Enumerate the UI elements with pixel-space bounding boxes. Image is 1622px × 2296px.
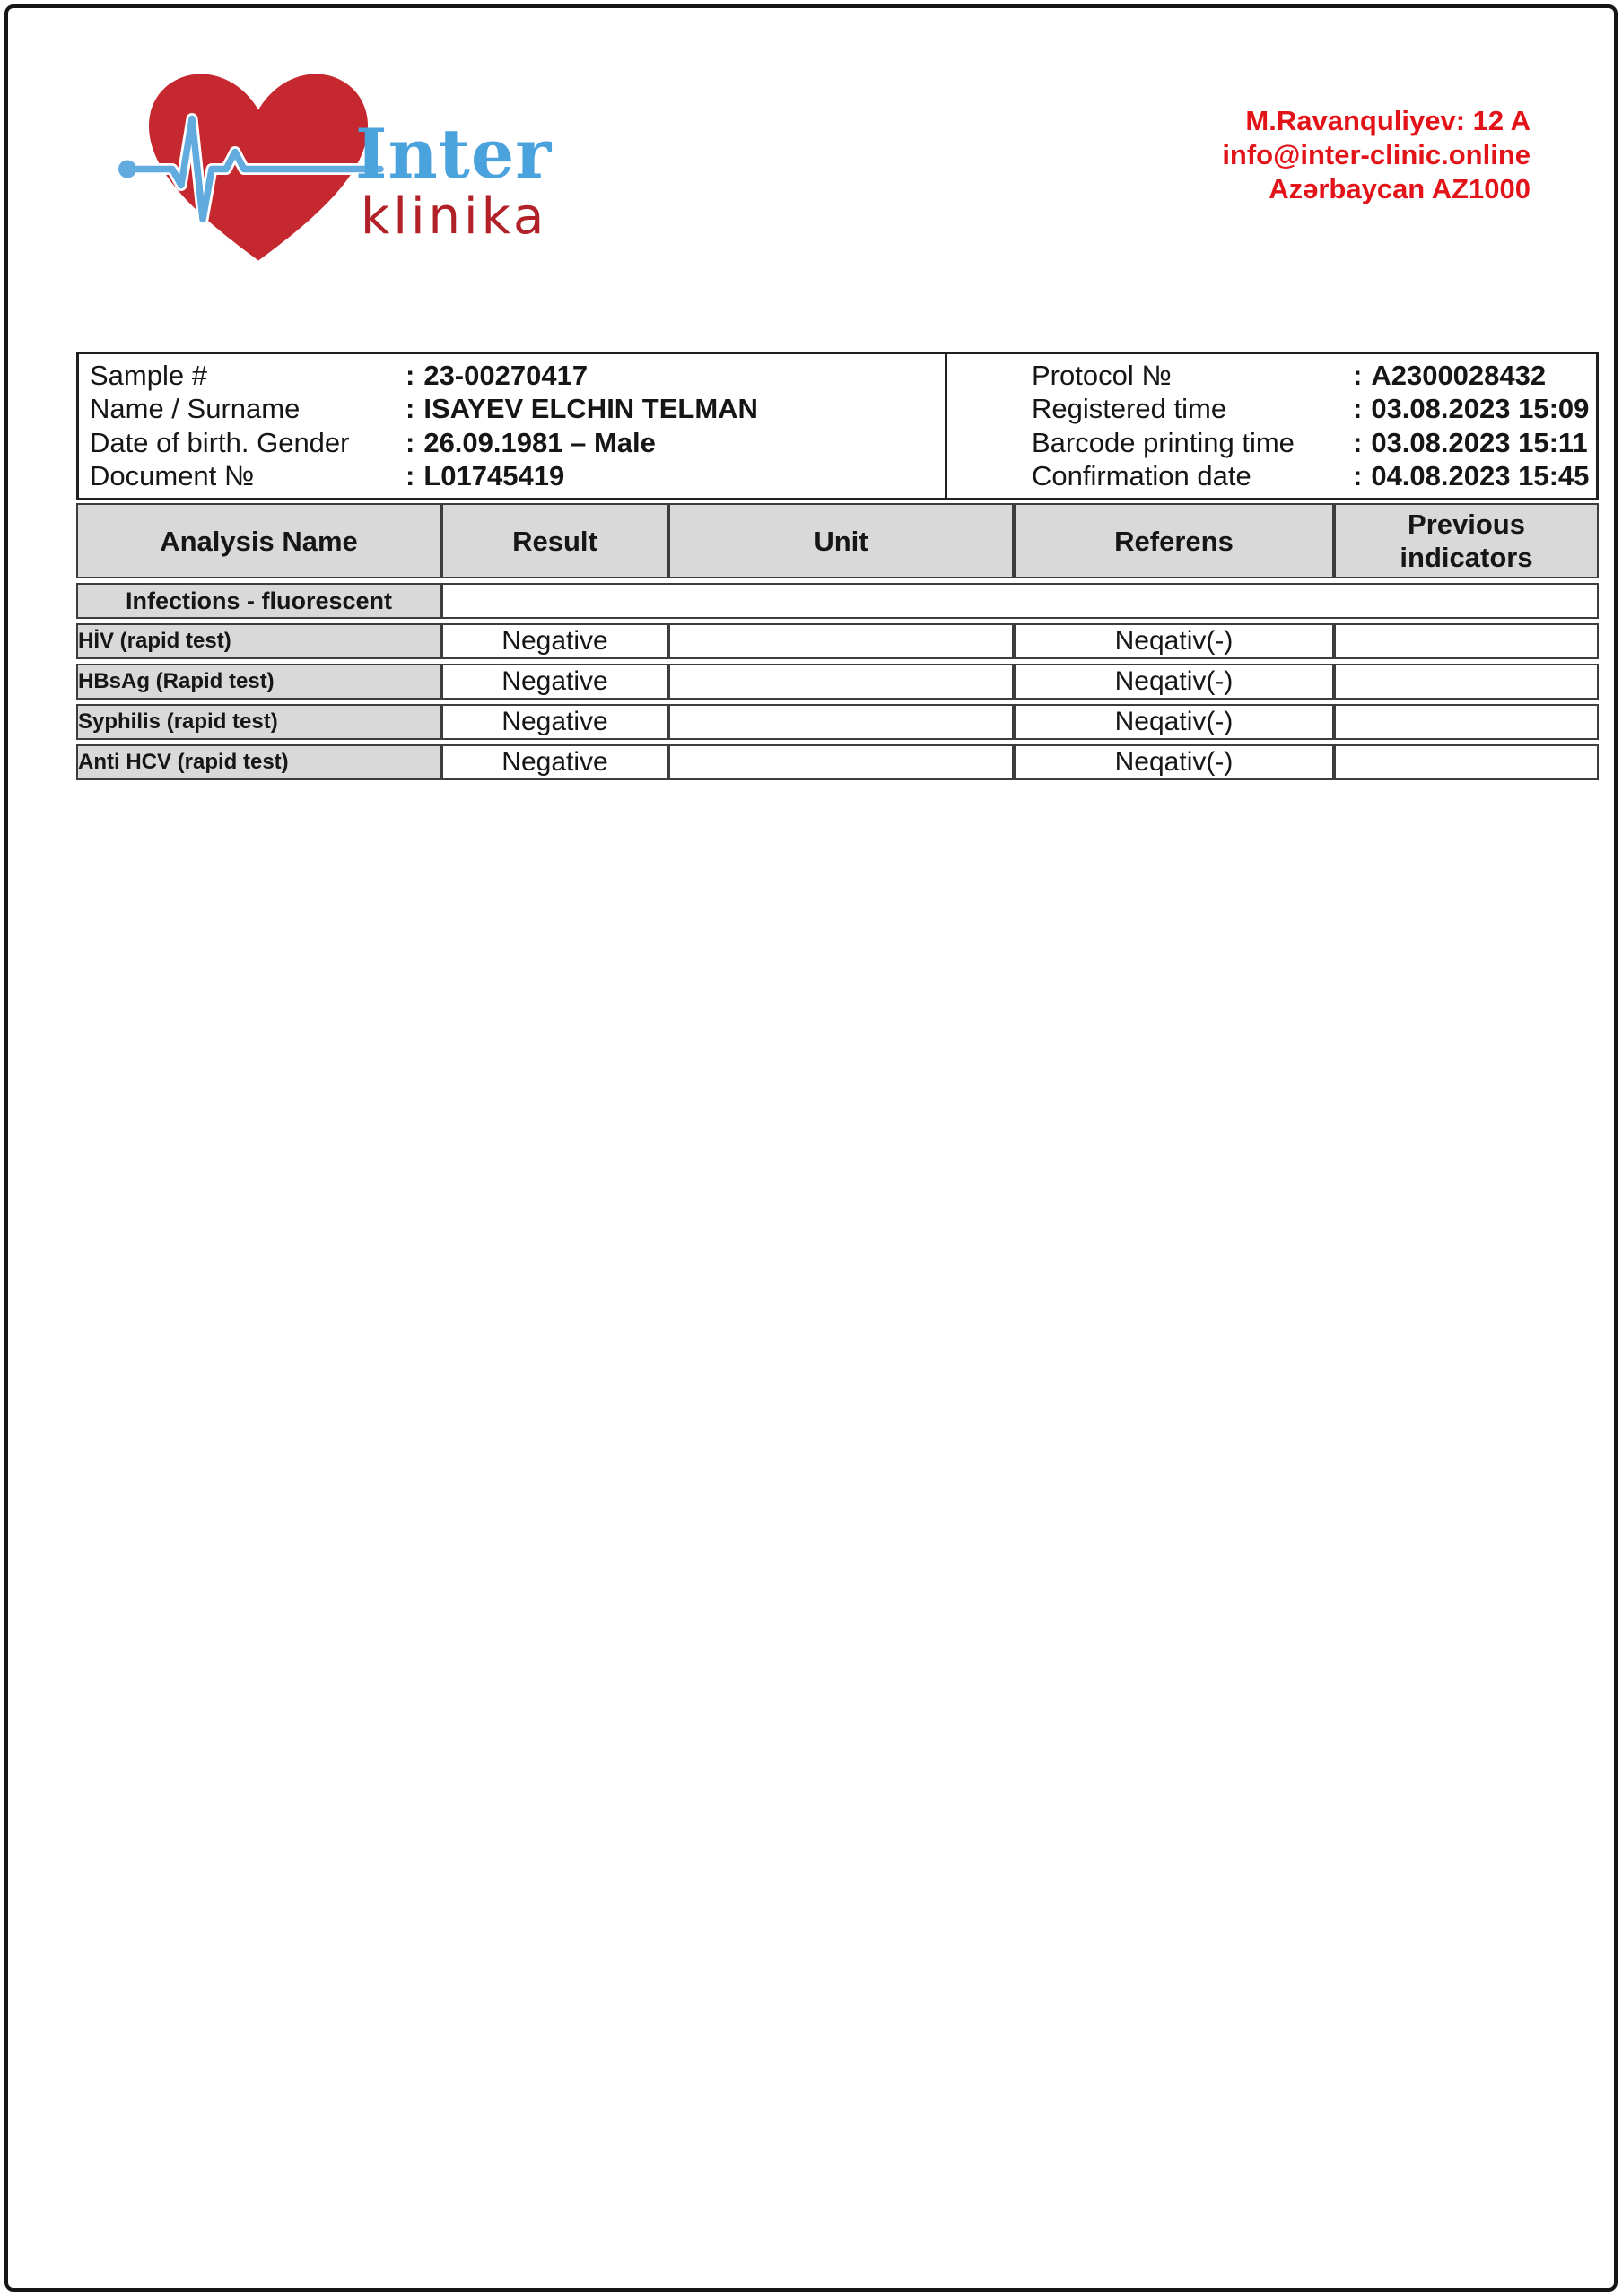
info-row-protocol <box>1032 360 1596 392</box>
info-row-name <box>90 393 945 425</box>
result-cell: Negative <box>441 704 668 740</box>
ekg-dot <box>118 161 136 178</box>
document-label: Document № <box>90 459 255 491</box>
patient-info-box <box>76 352 1599 500</box>
analysis-name-cell: HBsAg (Rapid test) <box>76 664 441 700</box>
colon: : <box>406 360 415 391</box>
clinic-contact-info <box>1222 104 1530 206</box>
registered-value: 03.08.2023 15:09 <box>1371 393 1590 425</box>
birth-gender-value: 26.09.1981 – Male <box>423 426 656 458</box>
table-row <box>76 704 1599 740</box>
results-table-header <box>76 503 1599 578</box>
clinic-name-secondary: klinika <box>361 187 548 246</box>
colon: : <box>1353 393 1363 425</box>
info-row-confirmation <box>1032 460 1596 492</box>
confirmation-label: Confirmation date <box>1032 459 1251 491</box>
info-row-birth-gender <box>90 427 945 459</box>
table-row <box>76 744 1599 780</box>
table-row <box>76 664 1599 700</box>
patient-info-right <box>947 354 1596 498</box>
result-cell: Negative <box>441 664 668 700</box>
barcode-value: 03.08.2023 15:11 <box>1371 426 1588 458</box>
previous-indicators-cell <box>1334 664 1599 700</box>
birth-gender-label: Date of birth. Gender <box>90 426 350 458</box>
registered-label: Registered time <box>1032 393 1227 425</box>
analysis-name-cell: Anti HCV (rapid test) <box>76 744 441 780</box>
info-row-document <box>90 460 945 492</box>
name-value: ISAYEV ELCHIN TELMAN <box>423 393 758 425</box>
info-row-sample <box>90 360 945 392</box>
clinic-name-primary: Inter <box>355 114 553 194</box>
contact-email-line: info@inter-clinic.online <box>1222 139 1530 170</box>
result-cell: Negative <box>441 623 668 659</box>
colon: : <box>406 459 415 491</box>
colon: : <box>1353 360 1363 391</box>
confirmation-value: 04.08.2023 15:45 <box>1371 459 1590 491</box>
referens-cell: Neqativ(-) <box>1014 664 1334 700</box>
page-border <box>4 4 1618 2292</box>
document-value: L01745419 <box>423 459 565 491</box>
sample-value: 23-00270417 <box>423 360 589 391</box>
previous-indicators-cell <box>1334 704 1599 740</box>
patient-info-left <box>79 354 947 498</box>
header-referens: Referens <box>1014 503 1334 578</box>
colon: : <box>1353 459 1363 491</box>
analysis-name-cell: Syphilis (rapid test) <box>76 704 441 740</box>
header-previous-indicators: Previous indicators <box>1334 503 1599 578</box>
result-cell: Negative <box>441 744 668 780</box>
contact-country-line: Azərbaycan AZ1000 <box>1269 173 1530 204</box>
clinic-logo <box>115 59 617 283</box>
colon: : <box>406 393 415 425</box>
section-row-spacer <box>441 583 1599 619</box>
unit-cell <box>668 623 1014 659</box>
previous-indicators-cell <box>1334 623 1599 659</box>
protocol-label: Protocol № <box>1032 360 1172 391</box>
contact-address-line: M.Ravanquliyev: 12 A <box>1245 105 1530 136</box>
unit-cell <box>668 704 1014 740</box>
table-row <box>76 623 1599 659</box>
name-label: Name / Surname <box>90 393 301 425</box>
referens-cell: Neqativ(-) <box>1014 744 1334 780</box>
sample-label: Sample # <box>90 360 207 391</box>
info-row-registered <box>1032 393 1596 425</box>
unit-cell <box>668 664 1014 700</box>
header-result: Result <box>441 503 668 578</box>
protocol-value: A2300028432 <box>1371 360 1547 391</box>
section-title: Infections - fluorescent <box>76 583 441 619</box>
header-row <box>76 503 1599 578</box>
previous-indicators-cell <box>1334 744 1599 780</box>
referens-cell: Neqativ(-) <box>1014 704 1334 740</box>
unit-cell <box>668 744 1014 780</box>
colon: : <box>406 426 415 458</box>
header-analysis-name: Analysis Name <box>76 503 441 578</box>
colon: : <box>1353 426 1363 458</box>
referens-cell: Neqativ(-) <box>1014 623 1334 659</box>
section-row <box>76 583 1599 619</box>
results-table <box>76 499 1599 785</box>
header-unit: Unit <box>668 503 1014 578</box>
analysis-name-cell: HİV (rapid test) <box>76 623 441 659</box>
barcode-label: Barcode printing time <box>1032 426 1295 458</box>
info-row-barcode <box>1032 427 1596 459</box>
